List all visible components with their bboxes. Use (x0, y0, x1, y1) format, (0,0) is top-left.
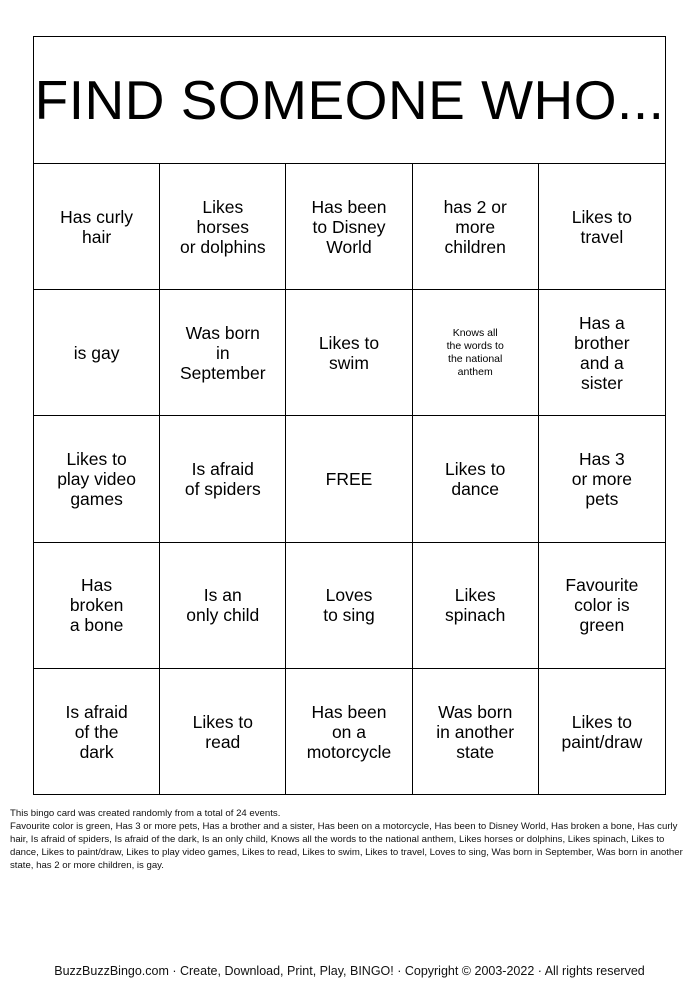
bingo-cell-text: Likes to read (192, 711, 253, 752)
bingo-cell (160, 416, 286, 542)
bingo-cell (160, 669, 286, 795)
bingo-cell-text: Likes horses or dolphins (179, 196, 266, 257)
title-row (34, 37, 665, 164)
bingo-cell-text: FREE (325, 468, 373, 489)
bingo-cell (34, 164, 160, 290)
bingo-cell (539, 669, 665, 795)
bingo-cell (539, 290, 665, 416)
card-title: FIND SOMEONE WHO... (34, 69, 665, 131)
bingo-cell-text: Was born in September (179, 322, 266, 383)
bingo-cell-text: Has been to Disney World (311, 196, 387, 257)
bingo-cell-text: Favourite color is green (565, 575, 639, 636)
bingo-cell (160, 290, 286, 416)
card-info (10, 807, 690, 872)
footer: BuzzBuzzBingo.com · Create, Download, Print, Play, BINGO! · Copyright © 2003-2022 · All rights reserved (54, 964, 645, 978)
bingo-cell (286, 669, 412, 795)
bingo-cell-text: Was born in another state (436, 701, 515, 762)
info-event-list: Favourite color is green, Has 3 or more pets, Has a brother and a sister, Has been on a motorcycle, Has been to Disney World, Has broken a bone, Has curly hair, Is afraid of spiders, Is afraid of the dark, Is an only child, Knows all the words to the national anthem, Likes horses or dolphins, Likes spinach, Likes to dance, Likes to paint/draw, Likes to play video games, Likes to read, Likes to swim, Likes to travel, Loves to sing, Was born in September, Was born in another state, has 2 or more children, is gay. (10, 821, 683, 871)
bingo-cell (286, 164, 412, 290)
bingo-cell-text: has 2 or more children (443, 196, 507, 257)
bingo-cell (286, 543, 412, 669)
bingo-cell-text: Likes to paint/draw (561, 711, 643, 752)
bingo-cell (539, 543, 665, 669)
bingo-cell (539, 416, 665, 542)
bingo-cell-text: is gay (73, 342, 120, 363)
bingo-cell-text: Likes to travel (571, 206, 633, 247)
bingo-cell-text: Likes to dance (445, 458, 506, 499)
bingo-cell (34, 543, 160, 669)
bingo-cell (34, 290, 160, 416)
bingo-cell (413, 416, 539, 542)
bingo-cell (34, 669, 160, 795)
bingo-cell (160, 164, 286, 290)
bingo-cell-text: Has 3 or more pets (571, 448, 633, 509)
bingo-card (33, 36, 666, 795)
bingo-cell-text: Likes to play video games (57, 448, 136, 509)
bingo-cell-text: Has curly hair (60, 206, 134, 247)
bingo-cell-text: Loves to sing (323, 585, 375, 626)
bingo-cell (34, 416, 160, 542)
bingo-cell (413, 164, 539, 290)
bingo-cell-text: Is afraid of the dark (65, 701, 128, 762)
bingo-cell (413, 669, 539, 795)
bingo-cell-text: Knows all the words to the national anthem (446, 326, 504, 378)
bingo-cell-text: Has broken a bone (69, 575, 124, 636)
bingo-cell (413, 543, 539, 669)
bingo-cell (413, 290, 539, 416)
bingo-cell-text: Likes spinach (445, 585, 506, 626)
info-summary: This bingo card was created randomly from a total of 24 events. (10, 808, 281, 819)
bingo-cell-text: Likes to swim (318, 332, 380, 373)
bingo-cell-text: Is afraid of spiders (184, 458, 261, 499)
bingo-cell (160, 543, 286, 669)
bingo-cell-text: Is an only child (186, 585, 260, 626)
bingo-grid (34, 164, 665, 795)
bingo-cell (286, 290, 412, 416)
bingo-cell-text: Has a brother and a sister (574, 312, 630, 393)
free-space-cell (286, 416, 412, 542)
bingo-cell (539, 164, 665, 290)
bingo-cell-text: Has been on a motorcycle (306, 701, 392, 762)
